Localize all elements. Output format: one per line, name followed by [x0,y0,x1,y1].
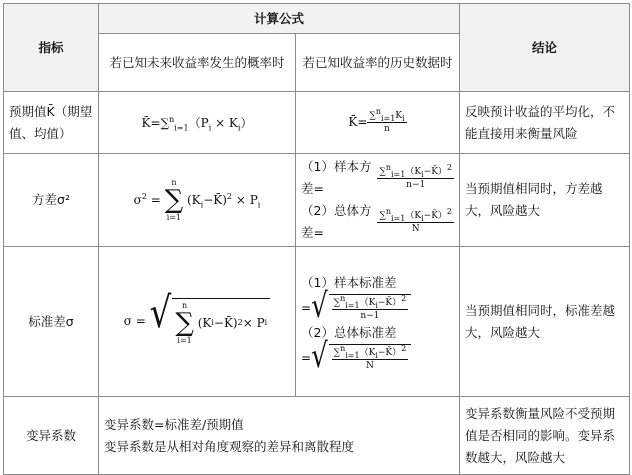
table-row [4,154,630,247]
formula-std-prob: σ = √ n ∑ i=1 (K i −K̄) 2 × P i [99,247,296,397]
conclusion-std-dev: 当预期值相同时，标准差越大，风险越大 [460,247,630,397]
indicator-std-dev: 标准差σ [4,247,99,397]
population-variance-label: （2）总体方差= [301,203,372,240]
table-row [4,397,630,475]
formula-variance-hist: （1）样本方差= $\frac{\sum^n_{i=1}(K_i-K̄)^2}{n-1}$ （2）总体方差= $\frac{\sum^n_{i=1}(K_i-K̄)^2}{N}$ [296,154,460,247]
cv-description: 变异系数是从相对角度观察的差异和离散程度 [104,438,355,454]
formula-std-hist: （1）样本标准差 = √ $\frac{\sum^n_{i=1}(K_i-K̄)^2}{n-1}$ （2）总体标准差 = √ $\frac{\sum^n_{i=1}(K_i-K̄)^2}{N}$ [296,247,460,397]
table-row [4,247,630,397]
header-indicator: 指标 [4,4,99,92]
header-conclusion: 结论 [460,4,630,92]
indicator-cv: 变异系数 [4,397,99,475]
sample-variance-label: （1）样本方差= [301,159,372,196]
population-std-label: （2）总体标准差 [301,324,397,340]
cv-definition: 变异系数=标准差/预期值 [104,416,244,432]
formula-table [3,3,630,475]
formula-variance-prob: $\sigma^2$ = n ∑ i=1 $(K_i-K̄)^2 \times P_i$ [99,154,296,247]
formula-cv [99,397,460,475]
indicator-variance: 方差σ² [4,154,99,247]
sample-std-label: （1）样本标准差 [301,274,397,290]
header-history: 若已知收益率的历史数据时 [296,34,460,92]
conclusion-expected-value: 反映预计收益的平均化，不能直接用来衡量风险 [460,92,630,154]
conclusion-cv: 变异系数衡量风险不受预期值是否相同的影响。变异系数越大，风险越大 [460,397,630,475]
header-future-prob: 若已知未来收益率发生的概率时 [99,34,296,92]
table-row [4,92,630,154]
formula-expected-hist: K̄= $\frac{\sum^n_{i=1}K_i}{n}$ [296,92,460,154]
indicator-expected-value: 预期值K̄（期望值、均值） [4,92,99,154]
conclusion-variance: 当预期值相同时，方差越大，风险越大 [460,154,630,247]
formula-expected-prob: $K̄=\sum^n_{i=1}(P_i \times K_i)$ [99,92,296,154]
header-formula: 计算公式 [99,4,460,34]
